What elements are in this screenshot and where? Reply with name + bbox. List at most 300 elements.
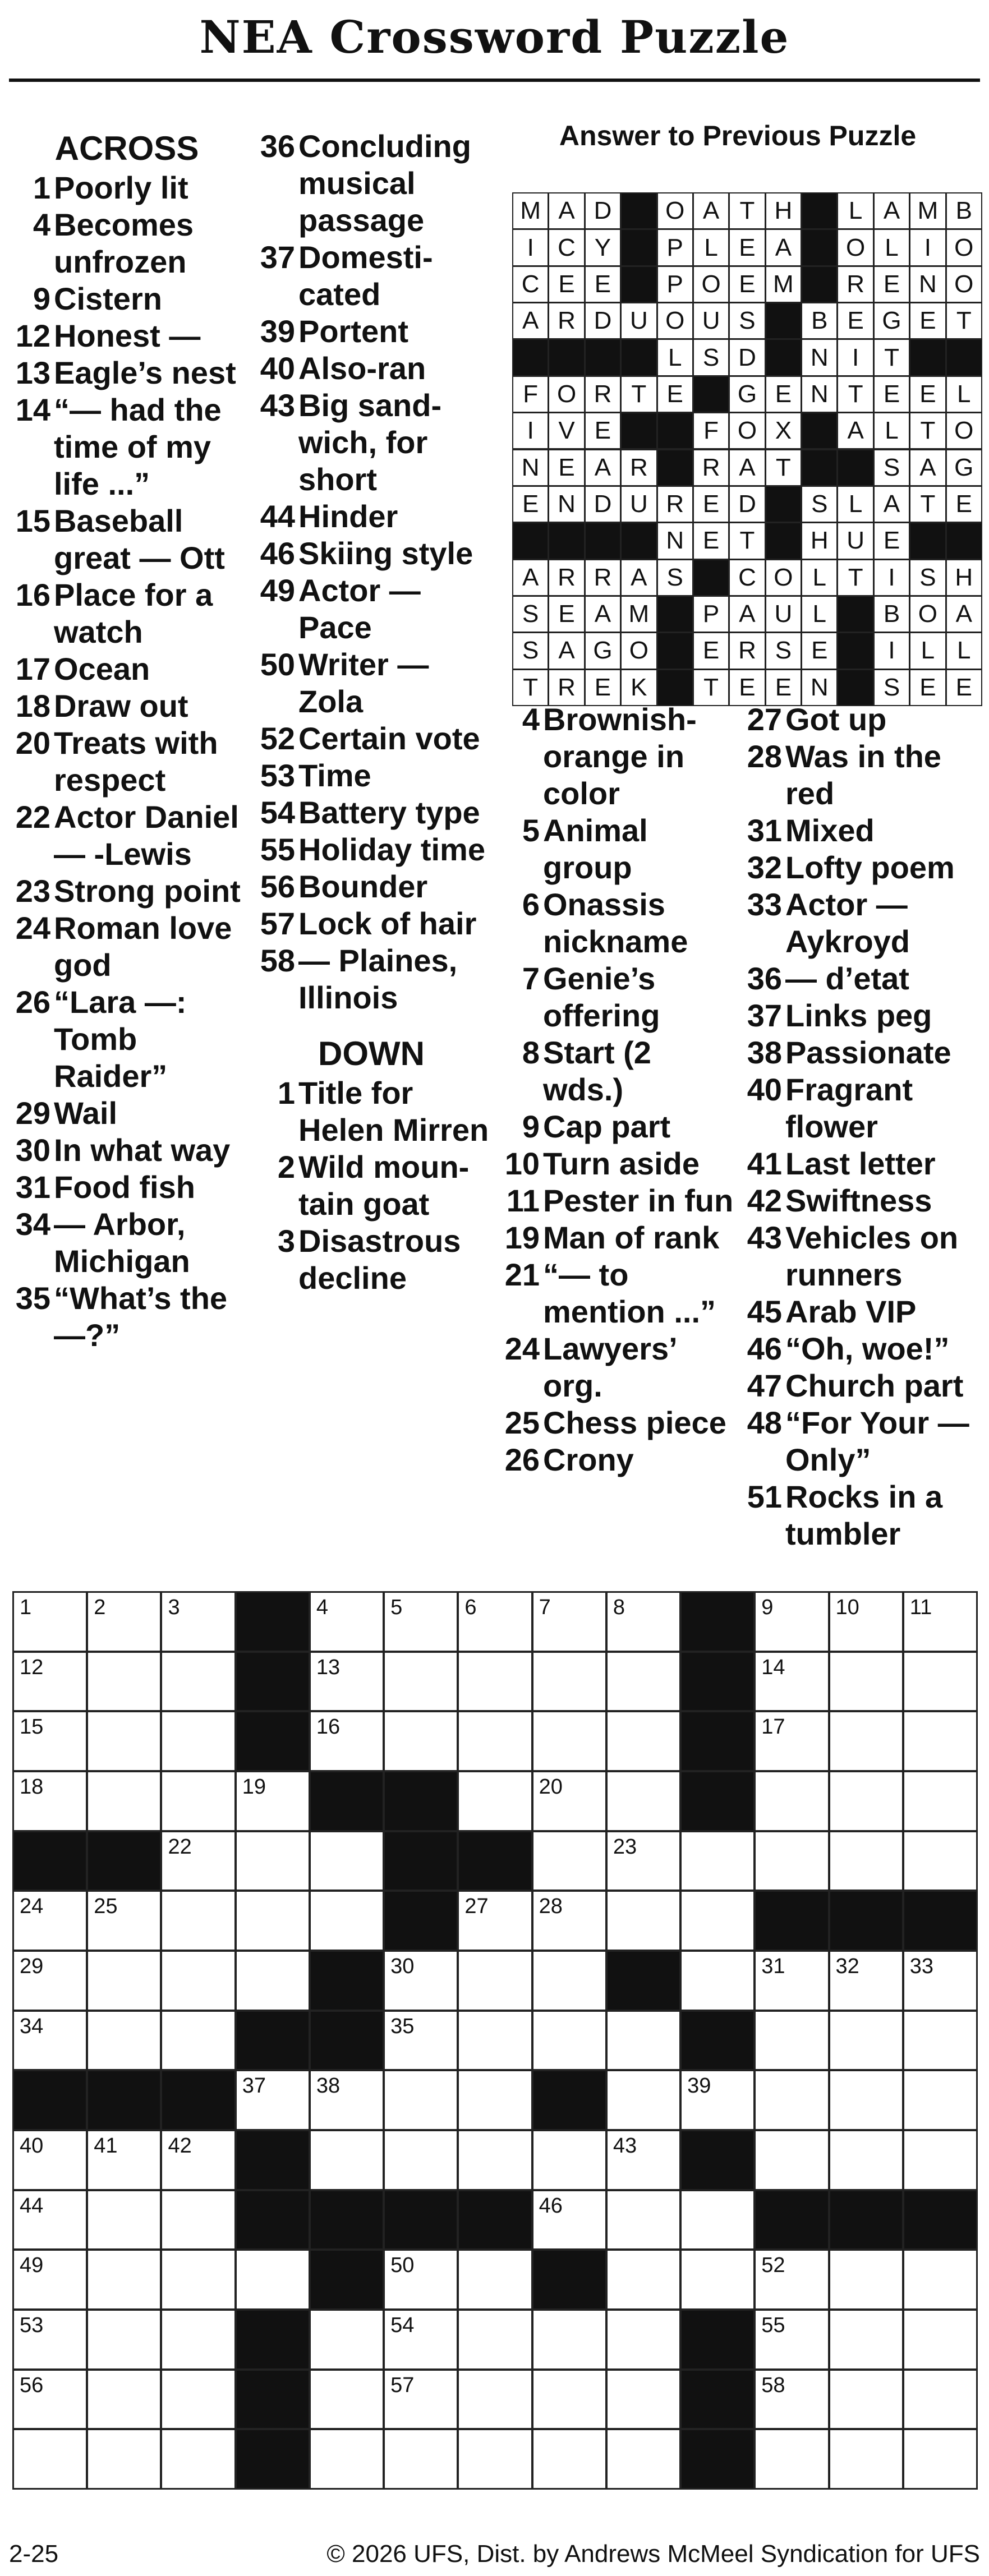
grid-cell[interactable]	[457, 1950, 532, 2011]
grid-cell[interactable]	[606, 2070, 681, 2131]
black-square	[680, 1591, 755, 1652]
grid-cell[interactable]	[160, 1950, 236, 2011]
grid-cell[interactable]	[160, 2010, 236, 2071]
clue-across_col1-20	[9, 725, 245, 799]
prev-letter-cell: N	[801, 669, 838, 706]
prev-letter-cell: C	[548, 229, 585, 266]
grid-cell[interactable]	[606, 2130, 681, 2191]
prev-letter-cell: T	[620, 376, 657, 413]
clue-number: 27	[747, 702, 782, 737]
black-square	[235, 2130, 310, 2191]
grid-cell[interactable]	[606, 1890, 681, 1951]
grid-cell[interactable]	[12, 2010, 88, 2071]
prev-letter-cell: E	[693, 522, 729, 559]
prev-black-square	[693, 376, 729, 413]
grid-cell[interactable]	[532, 2190, 607, 2251]
clue-down_col3-6	[498, 886, 734, 960]
grid-cell[interactable]	[383, 2130, 458, 2191]
grid-cell[interactable]	[532, 2369, 607, 2430]
grid-cell[interactable]	[680, 2190, 755, 2251]
grid-cell[interactable]	[160, 1711, 236, 1772]
cell-number: 8	[613, 1596, 625, 1619]
clue-number: 15	[15, 503, 50, 538]
clue-number: 19	[504, 1220, 540, 1255]
prev-black-square	[657, 632, 693, 669]
grid-cell[interactable]	[160, 2190, 236, 2251]
clue-number: 24	[504, 1331, 540, 1366]
grid-cell[interactable]	[532, 2130, 607, 2191]
prev-letter-cell: U	[837, 522, 873, 559]
grid-cell[interactable]	[86, 2249, 162, 2310]
clue-text: Fragrant flower	[785, 1072, 913, 1144]
clue-down_col4-40	[740, 1071, 982, 1145]
grid-cell[interactable]	[160, 2369, 236, 2430]
grid-cell[interactable]	[86, 1950, 162, 2011]
clue-text: Roman love god	[54, 910, 232, 983]
prev-letter-cell: L	[909, 632, 946, 669]
grid-cell[interactable]	[606, 2369, 681, 2430]
grid-cell[interactable]	[86, 1711, 162, 1772]
grid-cell[interactable]	[754, 1591, 829, 1652]
prev-letter-cell: R	[620, 449, 657, 486]
grid-cell[interactable]	[680, 1831, 755, 1892]
clue-down_col2-1	[254, 1075, 489, 1149]
grid-cell[interactable]	[12, 2130, 88, 2191]
prev-letter-cell: O	[765, 559, 802, 596]
grid-cell[interactable]	[606, 2190, 681, 2251]
grid-cell[interactable]	[86, 1591, 162, 1652]
clue-text: Passionate	[785, 1035, 951, 1070]
clue-down_col3-5	[498, 812, 734, 886]
grid-cell[interactable]	[903, 2309, 978, 2370]
grid-cell[interactable]	[309, 1591, 384, 1652]
grid-cell[interactable]	[383, 1950, 458, 2011]
prev-letter-cell: B	[801, 302, 838, 339]
cell-number: 30	[390, 1955, 415, 1978]
clue-text: Baseball great — Ott	[54, 503, 225, 575]
clue-number: 9	[522, 1109, 540, 1144]
prev-letter-cell: O	[909, 596, 946, 633]
prev-letter-cell: D	[585, 192, 621, 229]
grid-cell[interactable]	[680, 1950, 755, 2011]
grid-cell[interactable]	[383, 1651, 458, 1712]
cell-number: 25	[94, 1895, 118, 1919]
clue-text: Holiday time	[298, 832, 485, 867]
clue-number: 29	[15, 1095, 50, 1131]
grid-cell[interactable]	[754, 1651, 829, 1712]
grid-cell[interactable]	[829, 2010, 904, 2071]
grid-cell[interactable]	[829, 1950, 904, 2011]
prev-letter-cell: O	[548, 376, 585, 413]
clue-down_col2-2	[254, 1149, 489, 1223]
grid-cell[interactable]	[457, 1591, 532, 1652]
grid-cell[interactable]	[457, 2010, 532, 2071]
prev-letter-cell: E	[729, 669, 765, 706]
cell-number: 50	[390, 2254, 415, 2278]
grid-cell[interactable]	[235, 1831, 310, 1892]
prev-letter-cell: G	[585, 632, 621, 669]
prev-black-square	[909, 522, 946, 559]
grid-cell[interactable]	[86, 1651, 162, 1712]
black-square	[235, 2369, 310, 2430]
copyright-notice: © 2026 UFS, Dist. by Andrews McMeel Syndication for UFS	[326, 2540, 980, 2568]
cell-number: 5	[390, 1596, 403, 1619]
black-square	[903, 2190, 978, 2251]
grid-cell[interactable]	[903, 2010, 978, 2071]
grid-cell[interactable]	[754, 1950, 829, 2011]
clue-number: 24	[15, 910, 50, 946]
grid-cell[interactable]	[606, 2309, 681, 2370]
clue-across_col2-53	[254, 757, 489, 794]
grid-cell[interactable]	[606, 1831, 681, 1892]
grid-cell[interactable]	[457, 2369, 532, 2430]
grid-cell[interactable]	[754, 2428, 829, 2490]
clue-text: Chess piece	[543, 1405, 726, 1440]
clue-text: Brownish- orange in color	[543, 702, 697, 811]
black-square	[12, 2070, 88, 2131]
black-square	[160, 2070, 236, 2131]
grid-cell[interactable]	[309, 1711, 384, 1772]
grid-cell[interactable]	[235, 2249, 310, 2310]
grid-cell[interactable]	[160, 2130, 236, 2191]
clue-down_col4-41	[740, 1145, 982, 1182]
prev-letter-cell: M	[765, 266, 802, 303]
grid-cell[interactable]	[309, 1890, 384, 1951]
prev-letter-cell: T	[909, 486, 946, 523]
clue-number: 40	[260, 351, 295, 386]
clue-number: 13	[15, 355, 50, 390]
prev-letter-cell: G	[873, 302, 910, 339]
cell-number: 53	[20, 2314, 44, 2337]
prev-letter-cell: E	[873, 376, 910, 413]
clue-across_col2-57	[254, 905, 489, 942]
grid-cell[interactable]	[309, 2309, 384, 2370]
grid-cell[interactable]	[606, 2010, 681, 2071]
clue-number: 53	[260, 758, 295, 793]
clue-number: 9	[33, 281, 50, 316]
grid-cell[interactable]	[86, 2010, 162, 2071]
cell-number: 55	[761, 2314, 785, 2337]
grid-cell[interactable]	[12, 2428, 88, 2490]
cell-number: 40	[20, 2134, 44, 2158]
grid-cell[interactable]	[457, 2070, 532, 2131]
prev-letter-cell: E	[729, 229, 765, 266]
grid-cell[interactable]	[309, 1651, 384, 1712]
clue-text: “Lara —: Tomb Raider”	[54, 984, 187, 1094]
grid-cell[interactable]	[383, 2309, 458, 2370]
grid-cell[interactable]	[309, 2428, 384, 2490]
clue-down_col4-27	[740, 701, 982, 738]
clue-down_col4-48	[740, 1404, 982, 1478]
prev-letter-cell: T	[837, 559, 873, 596]
grid-cell[interactable]	[309, 2070, 384, 2131]
prev-letter-cell: S	[512, 596, 549, 633]
grid-cell[interactable]	[829, 1591, 904, 1652]
grid-cell[interactable]	[903, 2369, 978, 2430]
grid-cell[interactable]	[754, 2309, 829, 2370]
grid-cell[interactable]	[457, 2309, 532, 2370]
clue-across_col2-49	[254, 572, 489, 646]
grid-cell[interactable]	[606, 2428, 681, 2490]
grid-cell[interactable]	[12, 1890, 88, 1951]
grid-cell[interactable]	[680, 2249, 755, 2310]
grid-cell[interactable]	[457, 2249, 532, 2310]
grid-cell[interactable]	[829, 1711, 904, 1772]
grid-cell[interactable]	[160, 1831, 236, 1892]
black-square	[680, 2369, 755, 2430]
grid-cell[interactable]	[160, 1591, 236, 1652]
clue-number: 10	[504, 1146, 540, 1181]
grid-cell[interactable]	[12, 2249, 88, 2310]
grid-cell[interactable]	[532, 1890, 607, 1951]
cell-number: 38	[316, 2074, 341, 2098]
grid-cell[interactable]	[532, 1651, 607, 1712]
clue-text: Arab VIP	[785, 1294, 917, 1329]
clue-text: Pester in fun	[543, 1183, 734, 1218]
grid-cell[interactable]	[829, 2070, 904, 2131]
grid-cell[interactable]	[829, 2249, 904, 2310]
prev-black-square	[657, 412, 693, 449]
grid-cell[interactable]	[86, 1890, 162, 1951]
grid-cell[interactable]	[383, 2010, 458, 2071]
grid-cell[interactable]	[754, 2130, 829, 2191]
black-square	[680, 1651, 755, 1712]
grid-cell[interactable]	[606, 1651, 681, 1712]
grid-cell[interactable]	[903, 1950, 978, 2011]
grid-cell[interactable]	[235, 1950, 310, 2011]
clue-across_col1-15	[9, 503, 245, 577]
prev-letter-cell: U	[693, 302, 729, 339]
grid-cell[interactable]	[903, 1831, 978, 1892]
grid-cell[interactable]	[606, 1771, 681, 1832]
clue-number: 38	[747, 1035, 782, 1070]
cell-number: 35	[390, 2014, 415, 2038]
clue-number: 5	[522, 813, 540, 848]
grid-cell[interactable]	[309, 2130, 384, 2191]
grid-cell[interactable]	[754, 1831, 829, 1892]
clue-number: 37	[747, 998, 782, 1033]
grid-cell[interactable]	[606, 1711, 681, 1772]
black-square	[309, 2010, 384, 2071]
grid-cell[interactable]	[12, 1651, 88, 1712]
clue-text: Lawyers’ org.	[543, 1331, 676, 1403]
clue-number: 17	[15, 651, 50, 686]
grid-cell[interactable]	[829, 1651, 904, 1712]
prev-letter-cell: E	[657, 376, 693, 413]
black-square	[532, 2070, 607, 2131]
grid-cell[interactable]	[532, 2010, 607, 2071]
cell-number: 57	[390, 2373, 415, 2397]
grid-cell[interactable]	[383, 2428, 458, 2490]
grid-cell[interactable]	[86, 2369, 162, 2430]
grid-cell[interactable]	[829, 2309, 904, 2370]
prev-letter-cell: P	[693, 596, 729, 633]
grid-cell[interactable]	[754, 1771, 829, 1832]
black-square	[86, 1831, 162, 1892]
grid-cell[interactable]	[903, 2130, 978, 2191]
grid-cell[interactable]	[903, 2428, 978, 2490]
clue-down_col4-42	[740, 1182, 982, 1219]
grid-cell[interactable]	[829, 1771, 904, 1832]
clue-across_col1-34	[9, 1206, 245, 1280]
grid-cell[interactable]	[86, 1771, 162, 1832]
clue-across_col2-36	[254, 128, 489, 239]
grid-cell[interactable]	[12, 1771, 88, 1832]
grid-cell[interactable]	[457, 2130, 532, 2191]
grid-cell[interactable]	[532, 2309, 607, 2370]
grid-cell[interactable]	[457, 1890, 532, 1951]
prev-letter-cell: E	[837, 302, 873, 339]
clue-text: Was in the red	[785, 739, 941, 811]
across-column-2	[254, 128, 489, 1297]
clue-across_col2-43	[254, 387, 489, 498]
clue-down_col4-46	[740, 1330, 982, 1367]
clue-number: 1	[33, 170, 50, 205]
grid-cell[interactable]	[829, 2130, 904, 2191]
grid-cell[interactable]	[235, 1771, 310, 1832]
grid-cell[interactable]	[903, 1651, 978, 1712]
clue-number: 44	[260, 499, 295, 534]
grid-cell[interactable]	[86, 2190, 162, 2251]
clue-text: Big sand- wich, for short	[298, 388, 442, 497]
grid-cell[interactable]	[457, 2428, 532, 2490]
grid-cell[interactable]	[86, 2428, 162, 2490]
down-column-4	[740, 701, 982, 1552]
clue-down_col3-11	[498, 1182, 734, 1219]
grid-cell[interactable]	[160, 1651, 236, 1712]
grid-cell[interactable]	[160, 2249, 236, 2310]
grid-cell[interactable]	[903, 2249, 978, 2310]
grid-cell[interactable]	[309, 1831, 384, 1892]
grid-cell[interactable]	[235, 1890, 310, 1951]
clue-number: 47	[747, 1368, 782, 1403]
grid-cell[interactable]	[754, 1711, 829, 1772]
grid-cell[interactable]	[903, 1771, 978, 1832]
grid-cell[interactable]	[383, 2070, 458, 2131]
grid-cell[interactable]	[754, 2070, 829, 2131]
prev-letter-cell: P	[657, 266, 693, 303]
prev-letter-cell: T	[729, 522, 765, 559]
grid-cell[interactable]	[12, 1591, 88, 1652]
clue-down_col3-24	[498, 1330, 734, 1404]
grid-cell[interactable]	[383, 2369, 458, 2430]
grid-cell[interactable]	[457, 1711, 532, 1772]
grid-cell[interactable]	[457, 1771, 532, 1832]
black-square	[383, 1890, 458, 1951]
grid-cell[interactable]	[532, 1831, 607, 1892]
grid-cell[interactable]	[829, 2428, 904, 2490]
cell-number: 4	[316, 1596, 329, 1619]
cell-number: 41	[94, 2134, 118, 2158]
grid-cell[interactable]	[903, 1711, 978, 1772]
grid-cell[interactable]	[532, 1771, 607, 1832]
grid-cell[interactable]	[606, 2249, 681, 2310]
grid-cell[interactable]	[903, 1591, 978, 1652]
cell-number: 17	[761, 1715, 785, 1739]
grid-cell[interactable]	[532, 2428, 607, 2490]
grid-cell[interactable]	[754, 2369, 829, 2430]
grid-cell[interactable]	[754, 2010, 829, 2071]
grid-cell[interactable]	[532, 1711, 607, 1772]
grid-cell[interactable]	[12, 1711, 88, 1772]
clue-down_col4-45	[740, 1293, 982, 1330]
clue-text: Vehicles on runners	[785, 1220, 959, 1292]
cell-number: 52	[761, 2254, 785, 2278]
grid-cell[interactable]	[606, 1591, 681, 1652]
grid-cell[interactable]	[12, 2190, 88, 2251]
clue-number: 39	[260, 314, 295, 349]
grid-cell[interactable]	[829, 1831, 904, 1892]
grid-cell[interactable]	[680, 1890, 755, 1951]
grid-cell[interactable]	[160, 1771, 236, 1832]
clue-text: Poorly lit	[54, 170, 188, 205]
grid-cell[interactable]	[532, 1591, 607, 1652]
clue-down_col2-3	[254, 1223, 489, 1297]
clue-across_col2-56	[254, 868, 489, 905]
grid-cell[interactable]	[12, 2369, 88, 2430]
grid-cell[interactable]	[160, 1890, 236, 1951]
grid-cell[interactable]	[903, 2070, 978, 2131]
clue-down_col3-4	[498, 701, 734, 812]
grid-cell[interactable]	[86, 2309, 162, 2370]
grid-cell[interactable]	[12, 1950, 88, 2011]
prev-letter-cell: B	[873, 596, 910, 633]
prev-letter-cell: F	[693, 412, 729, 449]
prev-letter-cell: R	[585, 376, 621, 413]
clue-text: Ocean	[54, 651, 150, 686]
prev-letter-cell: U	[765, 596, 802, 633]
grid-cell[interactable]	[86, 2130, 162, 2191]
black-square	[383, 2190, 458, 2251]
cell-number: 37	[242, 2074, 266, 2098]
grid-cell[interactable]	[754, 2249, 829, 2310]
clue-text: Hinder	[298, 499, 398, 534]
prev-letter-cell: A	[585, 449, 621, 486]
grid-cell[interactable]	[680, 2070, 755, 2131]
black-square	[235, 2428, 310, 2490]
grid-cell[interactable]	[12, 2309, 88, 2370]
clue-number: 32	[747, 850, 782, 885]
prev-letter-cell: T	[693, 669, 729, 706]
grid-cell[interactable]	[160, 2428, 236, 2490]
grid-cell[interactable]	[383, 1591, 458, 1652]
grid-cell[interactable]	[383, 1711, 458, 1772]
grid-cell[interactable]	[309, 2369, 384, 2430]
clue-text: Lock of hair	[298, 906, 477, 941]
black-square	[680, 1711, 755, 1772]
grid-cell[interactable]	[235, 2070, 310, 2131]
across-heading: ACROSS	[54, 130, 199, 167]
prev-letter-cell: T	[729, 192, 765, 229]
clue-number: 34	[15, 1206, 50, 1242]
clue-down_col4-32	[740, 849, 982, 886]
grid-cell[interactable]	[532, 1950, 607, 2011]
clue-number: 1	[277, 1075, 295, 1110]
grid-cell[interactable]	[160, 2309, 236, 2370]
clue-number: 36	[260, 128, 295, 164]
cell-number: 14	[761, 1655, 785, 1679]
prev-letter-cell: E	[946, 669, 982, 706]
clue-number: 37	[260, 239, 295, 275]
grid-cell[interactable]	[829, 2369, 904, 2430]
prev-letter-cell: I	[873, 559, 910, 596]
grid-cell[interactable]	[383, 2249, 458, 2310]
grid-cell[interactable]	[457, 1651, 532, 1712]
prev-black-square	[837, 632, 873, 669]
prev-black-square	[512, 522, 549, 559]
prev-letter-cell: V	[548, 412, 585, 449]
prev-letter-cell: D	[585, 486, 621, 523]
